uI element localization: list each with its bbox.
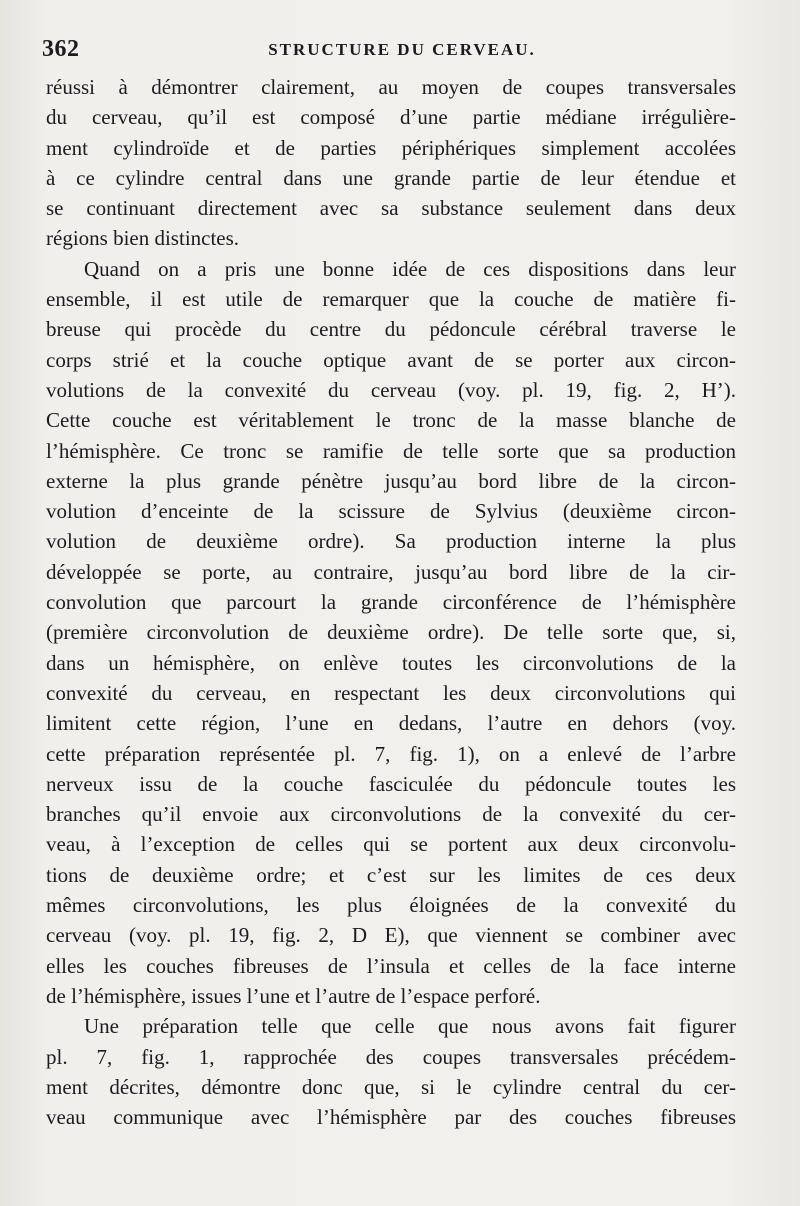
text-line: ensemble, il est utile de remarquer que la couche de matière fi- — [46, 287, 736, 312]
text-line: corps strié et la couche optique avant de se porter aux circon- — [46, 347, 736, 372]
text-line: réussi à démontrer clairement, au moyen de coupes transversales — [46, 75, 736, 99]
page-header — [42, 36, 762, 68]
text-line: à ce cylindre central dans une grande partie de leur étendue et — [46, 165, 736, 190]
text-line: convexité du cerveau, en respectant les deux circonvolutions qui — [46, 680, 736, 705]
page-number: 362 — [42, 36, 80, 62]
text-line: elles les couches fibreuses de l’insula et celles de la face interne — [46, 953, 736, 978]
text-line: nerveux issu de la couche fasciculée du pédoncule toutes les — [46, 771, 736, 796]
text-line: cette préparation représentée pl. 7, fig. 1), on a enlevé de l’arbre — [46, 741, 736, 766]
text-line: développée se porte, au contraire, jusqu’au bord libre de la cir- — [46, 559, 736, 584]
text-line: du cerveau, qu’il est composé d’une partie médiane irrégulière- — [46, 105, 736, 130]
text-line: mêmes circonvolutions, les plus éloignées de la convexité du — [46, 893, 736, 918]
text-line: convolution que parcourt la grande circonférence de l’hémisphère — [46, 590, 736, 615]
text-line: dans un hémisphère, on enlève toutes les circonvolutions de la — [46, 650, 736, 675]
text-line: Cette couche est véritablement le tronc de la masse blanche de — [46, 408, 736, 433]
text-line: (première circonvolution de deuxième ordre). De telle sorte que, si, — [46, 620, 736, 645]
running-head: STRUCTURE DU CERVEAU. — [268, 40, 536, 59]
text-line: veau communique avec l’hémisphère par des couches fibreuses — [46, 1105, 736, 1130]
text-line: de l’hémisphère, issues l’une et l’autre de l’espace perforé. — [46, 983, 541, 1008]
text-line: volution de deuxième ordre). Sa production interne la plus — [46, 529, 736, 554]
text-line: volution d’enceinte de la scissure de Sylvius (deuxième circon- — [46, 499, 736, 524]
text-line: breuse qui procède du centre du pédoncule cérébral traverse le — [46, 317, 736, 342]
text-line: externe la plus grande pénètre jusqu’au bord libre de la circon- — [46, 468, 736, 493]
text-line: volutions de la convexité du cerveau (voy. pl. 19, fig. 2, H’). — [46, 377, 736, 402]
text-line: pl. 7, fig. 1, rapprochée des coupes transversales précédem- — [46, 1044, 736, 1069]
text-line: régions bien distinctes. — [46, 226, 240, 251]
text-line: veau, à l’exception de celles qui se portent aux deux circonvolu- — [46, 832, 736, 857]
text-line: l’hémisphère. Ce tronc se ramifie de telle sorte que sa production — [46, 438, 736, 463]
text-line: se continuant directement avec sa substance seulement dans deux — [46, 196, 736, 221]
text-line: branches qu’il envoie aux circonvolutions de la convexité du cer- — [46, 802, 736, 827]
text-line: ment décrites, démontre donc que, si le cylindre central du cer- — [46, 1074, 736, 1099]
text-line: limitent cette région, l’une en dedans, l’autre en dehors (voy. — [46, 711, 736, 736]
text-line: ment cylindroïde et de parties périphériques simplement accolées — [46, 135, 736, 160]
text-line: cerveau (voy. pl. 19, fig. 2, D E), que viennent se combiner avec — [46, 923, 736, 948]
text-line: Une préparation telle que celle que nous avons fait figurer — [84, 1014, 736, 1039]
body-text — [46, 72, 736, 1132]
text-line: Quand on a pris une bonne idée de ces dispositions dans leur — [84, 256, 736, 281]
text-line: tions de deuxième ordre; et c’est sur les limites de ces deux — [46, 862, 736, 887]
